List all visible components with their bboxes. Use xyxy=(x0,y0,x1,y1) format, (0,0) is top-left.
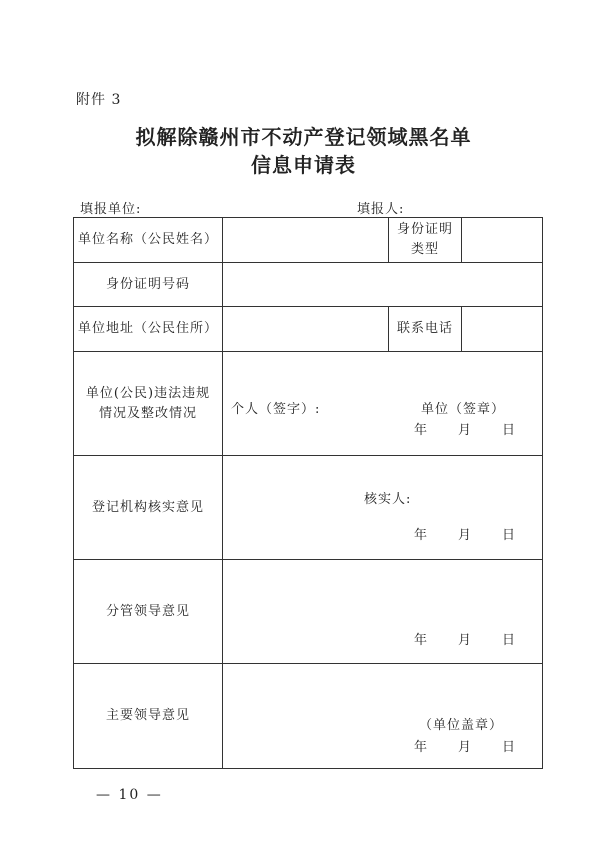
date-year: 年 xyxy=(414,423,429,438)
phone-label: 联系电话 xyxy=(389,307,462,352)
verification-field[interactable] xyxy=(223,456,543,560)
id-number-field[interactable] xyxy=(223,263,543,307)
date-year: 年 xyxy=(414,633,429,648)
filling-person-label: 填报人: xyxy=(357,202,405,217)
unit-seal-label: 单位（签章） xyxy=(421,402,506,417)
date-month: 月 xyxy=(458,528,473,543)
deputy-opinion-field[interactable] xyxy=(223,560,543,664)
verifier-label: 核实人: xyxy=(364,492,412,507)
row-leader-opinion xyxy=(74,664,543,769)
address-label: 单位地址（公民住所） xyxy=(74,307,223,352)
row-deputy-opinion xyxy=(74,560,543,664)
unit-name-field[interactable] xyxy=(223,218,389,263)
page-number: — 10 — xyxy=(96,787,163,803)
leader-opinion-field[interactable] xyxy=(223,664,543,769)
unit-seal-label: （单位盖章） xyxy=(419,718,504,733)
row-unit-name xyxy=(74,218,543,263)
violations-field[interactable] xyxy=(223,352,543,456)
date-month: 月 xyxy=(458,423,473,438)
id-type-field[interactable] xyxy=(462,218,543,263)
date-day: 日 xyxy=(502,423,517,438)
filling-unit-label: 填报单位: xyxy=(80,202,142,217)
leader-opinion-label: 主要领导意见 xyxy=(74,664,223,769)
row-verification xyxy=(74,456,543,560)
personal-sign-label: 个人（签字）: xyxy=(231,402,321,417)
address-field[interactable] xyxy=(223,307,389,352)
violations-label: 单位(公民)违法违规 情况及整改情况 xyxy=(74,352,223,456)
id-number-label: 身份证明号码 xyxy=(74,263,223,307)
id-type-label: 身份证明 类型 xyxy=(389,218,462,263)
date-day: 日 xyxy=(502,633,517,648)
deputy-opinion-label: 分管领导意见 xyxy=(74,560,223,664)
date-year: 年 xyxy=(414,740,429,755)
date-day: 日 xyxy=(502,528,517,543)
form-title-line1: 拟解除赣州市不动产登记领域黑名单 xyxy=(135,125,472,149)
row-violations xyxy=(74,352,543,456)
date-month: 月 xyxy=(458,740,473,755)
date-month: 月 xyxy=(458,633,473,648)
verification-label: 登记机构核实意见 xyxy=(74,456,223,560)
date-year: 年 xyxy=(414,528,429,543)
form-title-line2: 信息申请表 xyxy=(251,153,356,177)
row-id-number xyxy=(74,263,543,307)
phone-field[interactable] xyxy=(462,307,543,352)
application-form-table xyxy=(73,217,543,769)
date-day: 日 xyxy=(502,740,517,755)
unit-name-label: 单位名称（公民姓名） xyxy=(74,218,223,263)
row-address xyxy=(74,307,543,352)
attachment-label: 附件 3 xyxy=(76,92,122,108)
